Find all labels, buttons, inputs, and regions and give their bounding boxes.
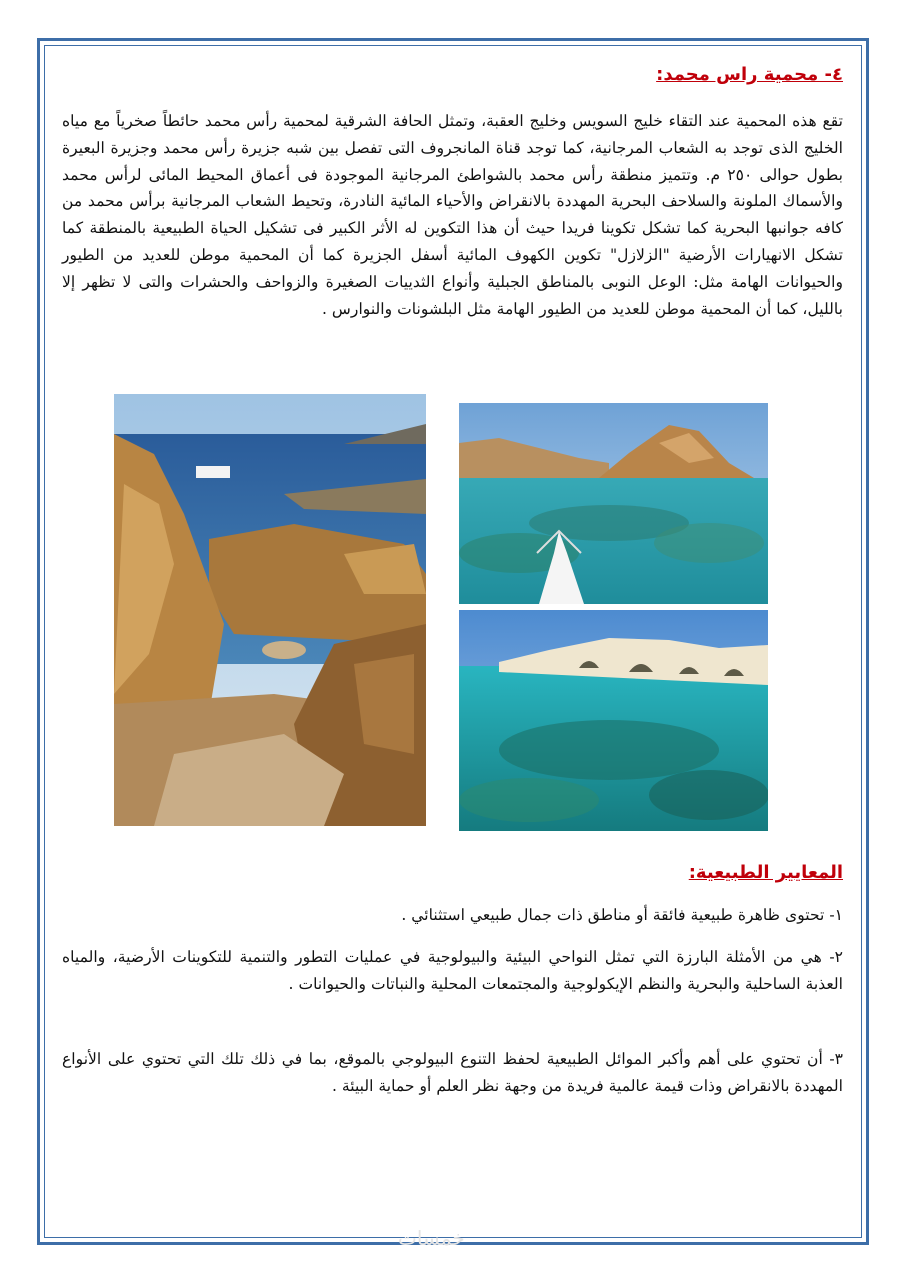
section-title: ٤- محمية راس محمد: bbox=[656, 64, 843, 85]
criteria-item-2: ٢- هي من الأمثلة البارزة التي تمثل النواحي البيئية والبيولوجية في عمليات التطور والتنمية للتكوينات الأرضية، والمياه العذبة الساحلية والبحرية والنظم الإيكولوجية والمجتمعات المحلية والنباتات والحيوانات . bbox=[62, 948, 843, 993]
section-body: تقع هذه المحمية عند التقاء خليج السويس وخليج العقبة، وتمثل الحافة الشرقية لمحمية رأس محمد حائطاً صخرياً مع مياه الخليج الذى توجد به الشعاب المرجانية، كما توجد قناة المانجروف التى تفصل بين شبه جزيرة رأس محمد وجزيرة البعيرة بطول حوالى ٢٥٠ م. وتتميز منطقة رأس محمد بالشواطئ المرجانية الموجودة فى أعماق المحيط المائى لرأس محمد والأسماك الملونة والسلاحف البحرية المهددة بالانقراض والأحياء المائية النادرة، وتحيط الشعاب المرجانية برأس محمد من كافه جوانبها البحرية كما تشكل تكوينا فريدا حيث أن هذا التكوين له الأثر الكبير فى تشكيل الحياة الطبيعية بالمنطقة كما تشكل الانهيارات الأرضية "الزلازل" تكوين الكهوف المائية أسفل الجزيرة كما أن المحمية موطن للعديد من الطيور والحيوانات الهامة مثل: الوعل النوبى بالمناطق الجبلية وأنواع الثدييات الصغيرة والزواحف والحشرات والتى لا تظهر إلا بالليل، كما أن المحمية موطن للعديد من الطيور الهامة مثل البلشونات والنوارس . bbox=[62, 112, 843, 318]
criteria-item-3: ٣- أن تحتوي على أهم وأكبر الموائل الطبيعية لحفظ التنوع البيولوجي بالموقع، بما في ذلك تلك التي تحتوي على الأنواع المهددة بالانقراض وذات قيمة عالمية فريدة من وجهة نظر العلم أو حماية البيئة . bbox=[62, 1050, 843, 1095]
watermark: خمسات bbox=[398, 1226, 465, 1250]
criteria-title: المعايير الطبيعية: bbox=[688, 862, 843, 883]
photo-sea-caves bbox=[459, 610, 768, 831]
photo-boat-island bbox=[459, 403, 768, 604]
photo-rocky-cove bbox=[114, 394, 426, 826]
criteria-item-1: ١- تحتوى ظاهرة طبيعية فائقة أو مناطق ذات جمال طبيعي استثنائي . bbox=[401, 906, 843, 924]
